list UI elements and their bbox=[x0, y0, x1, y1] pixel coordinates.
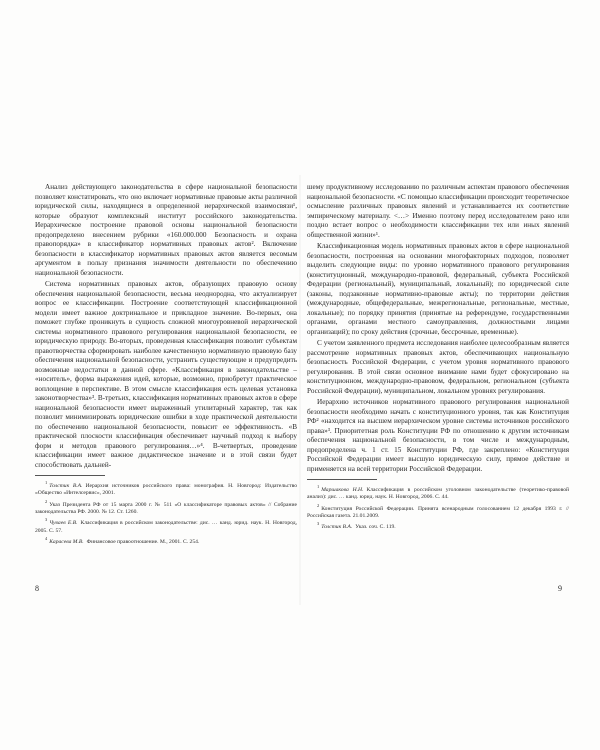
footnote-author: Карасева М.В. bbox=[49, 538, 84, 545]
footnote-author: Маршакова Н.Н. bbox=[321, 486, 364, 493]
book-gutter bbox=[299, 175, 301, 605]
footnote-divider bbox=[307, 479, 377, 480]
footnote-text: Конституция Российской Федерации. Принята всенародным голосованием 12 декабря 1993 г. // Российская газета. 21.01.2009. bbox=[307, 505, 569, 519]
footnote-number: 1 bbox=[317, 484, 320, 489]
footnote-text: Классификация в российском уголовном законодательстве (теоретико-правовой анализ): дис. … канд. юрид. наук. Н. Новгород, 2006. С. 44. bbox=[307, 486, 570, 501]
footnote bbox=[307, 520, 569, 531]
footnote-number: 4 bbox=[45, 536, 48, 542]
footnote bbox=[35, 479, 297, 498]
footnote-text: Финансовое правоотношение. М., 2001. С. 254. bbox=[86, 538, 200, 545]
right-page bbox=[307, 183, 569, 532]
footnote bbox=[307, 502, 569, 521]
footnote-author: Толстик В.А. bbox=[49, 482, 83, 489]
footnote-text: Указ Президента РФ от 15 марта 2000 г. № 511 «О классификаторе правовых актов» // Собрание законодательства РФ. 2000. № 12. Ст. 1260. bbox=[35, 501, 297, 515]
footnote-text: Указ. соч. С. 119. bbox=[355, 524, 396, 531]
body-paragraph: Анализ действующего законодательства в сфере национальной безопасности позволяет констатировать, что оно включает нормативные правовые акты различной юридической силы, находящиеся в определенной иерархической взаимосвязи¹, которые образуют комплексный институт российского законодательства. Иерархическое построение правовой основы национальной безопасности предопределено внесением рубрики «160.000.000 Безопасность и охрана правопорядка» в классификатор нормативных правовых актов². Включение безопасности в классификатор нормативных правовых актов является весомым аргументом в пользу признания значимости деятельности по обеспечению национальной безопасности. bbox=[35, 183, 297, 277]
body-paragraph: Иерархию источников нормативного правового регулирования национальной безопасности необходимо начать с конституционного уровня, так как Конституция РФ² «находится на высшем иерархическом уровне системы источников российского права»³. Приоритетная роль Конституции РФ по отношению к другим источникам обеспечения национальной безопасности, в том числе и международным, предопределена ч. 1 ст. 15 Конституции РФ, где закреплено: «Конституция Российской Федерации имеет высшую юридическую силу, прямое действие и применяется на всей территории Российской Федерации. bbox=[307, 398, 569, 473]
page-number: 8 bbox=[35, 584, 39, 593]
page-number: 9 bbox=[558, 584, 562, 593]
footnote-number: 1 bbox=[45, 480, 48, 485]
footnote-author: Чуваев Е.В. bbox=[49, 520, 78, 527]
body-paragraph: Система нормативных правовых актов, образующих правовую основу обеспечения национальной безопасности, весьма неоднородна, что актуализирует вопрос ее классификации. Построение соответствующей классификационной модели имеет важное доктринальное и прикладное значение. Во-первых, она поможет глубже проникнуть в сущность сложной многоуровневой иерархической системы нормативного правового регулирования национальной безопасности, ее юридическую природу. Во-вторых, проведенная классификация позволит субъектам правотворчества сформировать наиболее качественную нормативную правовую базу обеспечения национальной безопасности, устранить существующие и предупредить возможные недостатки в данной сфере. «Классификация в законодательстве – «носитель», форма выражения идей, которые, возможно, приобретут практическое воплощение в перспективе. В этом смысле классификация есть целевая установка законотворчества»³. В-третьих, классификация нормативных правовых актов в сфере национальной безопасности имеет выраженный утилитарный характер, так как позволит минимизировать юридические ошибки в ходе практической деятельности по обеспечению национальной безопасности, повысит ее эффективность. «В практической плоскости классификация обеспечивает научный подход к выбору форм и методов правового регулирования…»⁴. В-четвертых, проведение классификации имеет важное дидактическое значение и в этой связи будет способствовать дальней- bbox=[35, 280, 297, 469]
footnote-author: Толстик В.А. bbox=[321, 524, 353, 531]
body-paragraph: Классификационная модель нормативных правовых актов в сфере национальной безопасности, построенная на основании многофакторных подходов, позволяет выделить следующие виды: по уровню нормативного правового регулирования (конституционный, международно-правовой, федеральный, субъекта Российской Федерации (региональный), муниципальный, локальный); по юридической силе (законы, подзаконные нормативно-правовые акты); по территории действия (международные, общефедеральные, межрегиональные, региональные, местные, локальные); по порядку принятия (принятые на референдуме, государственными органами, органами местного самоуправления, должностными лицами организаций); по сроку действия (срочные, бессрочные, временные). bbox=[307, 242, 569, 336]
footnote bbox=[35, 535, 297, 546]
footnote bbox=[35, 498, 297, 517]
footnote-number: 3 bbox=[317, 521, 320, 527]
body-paragraph: С учетом заявленного предмета исследования наиболее целесообразным является рассмотрение нормативных правовых актов, обеспечивающих национальную безопасность Российской Федерации, с учетом уровня нормативного правового регулирования. В этой связи основное внимание нами будет сфокусировано на конституционном, международно-правовом, федеральном, региональном (субъекта Российской Федерации), муниципальном, локальном уровнях регулирования. bbox=[307, 339, 569, 395]
footnote-text: Иерархия источников российского права: монография. Н. Новгород: Издательство «Общество «Интелсервис», 2001. bbox=[35, 482, 297, 497]
body-paragraph: шему продуктивному исследованию по различным аспектам правового обеспечения национальной безопасности. «С помощью классификации происходит теоретическое осмысление различных правовых явлений и устанавливается их соответствие эмпирическому материалу. <…> Именно поэтому перед исследователем рано или поздно встает вопрос о необходимости классификации тех или иных явлений общественной жизни»¹. bbox=[307, 183, 569, 239]
footnote-divider bbox=[35, 475, 105, 476]
footnote-number: 2 bbox=[317, 502, 320, 508]
footnote-number: 2 bbox=[45, 498, 48, 504]
footnote bbox=[35, 516, 297, 535]
footnote-text: Классификация в российском законодательстве: дис. … канд. юрид. наук. Н. Новгород, 2005. С. 57. bbox=[35, 520, 297, 534]
left-page bbox=[35, 183, 297, 546]
footnote-number: 3 bbox=[45, 517, 48, 523]
footnote bbox=[307, 483, 569, 502]
